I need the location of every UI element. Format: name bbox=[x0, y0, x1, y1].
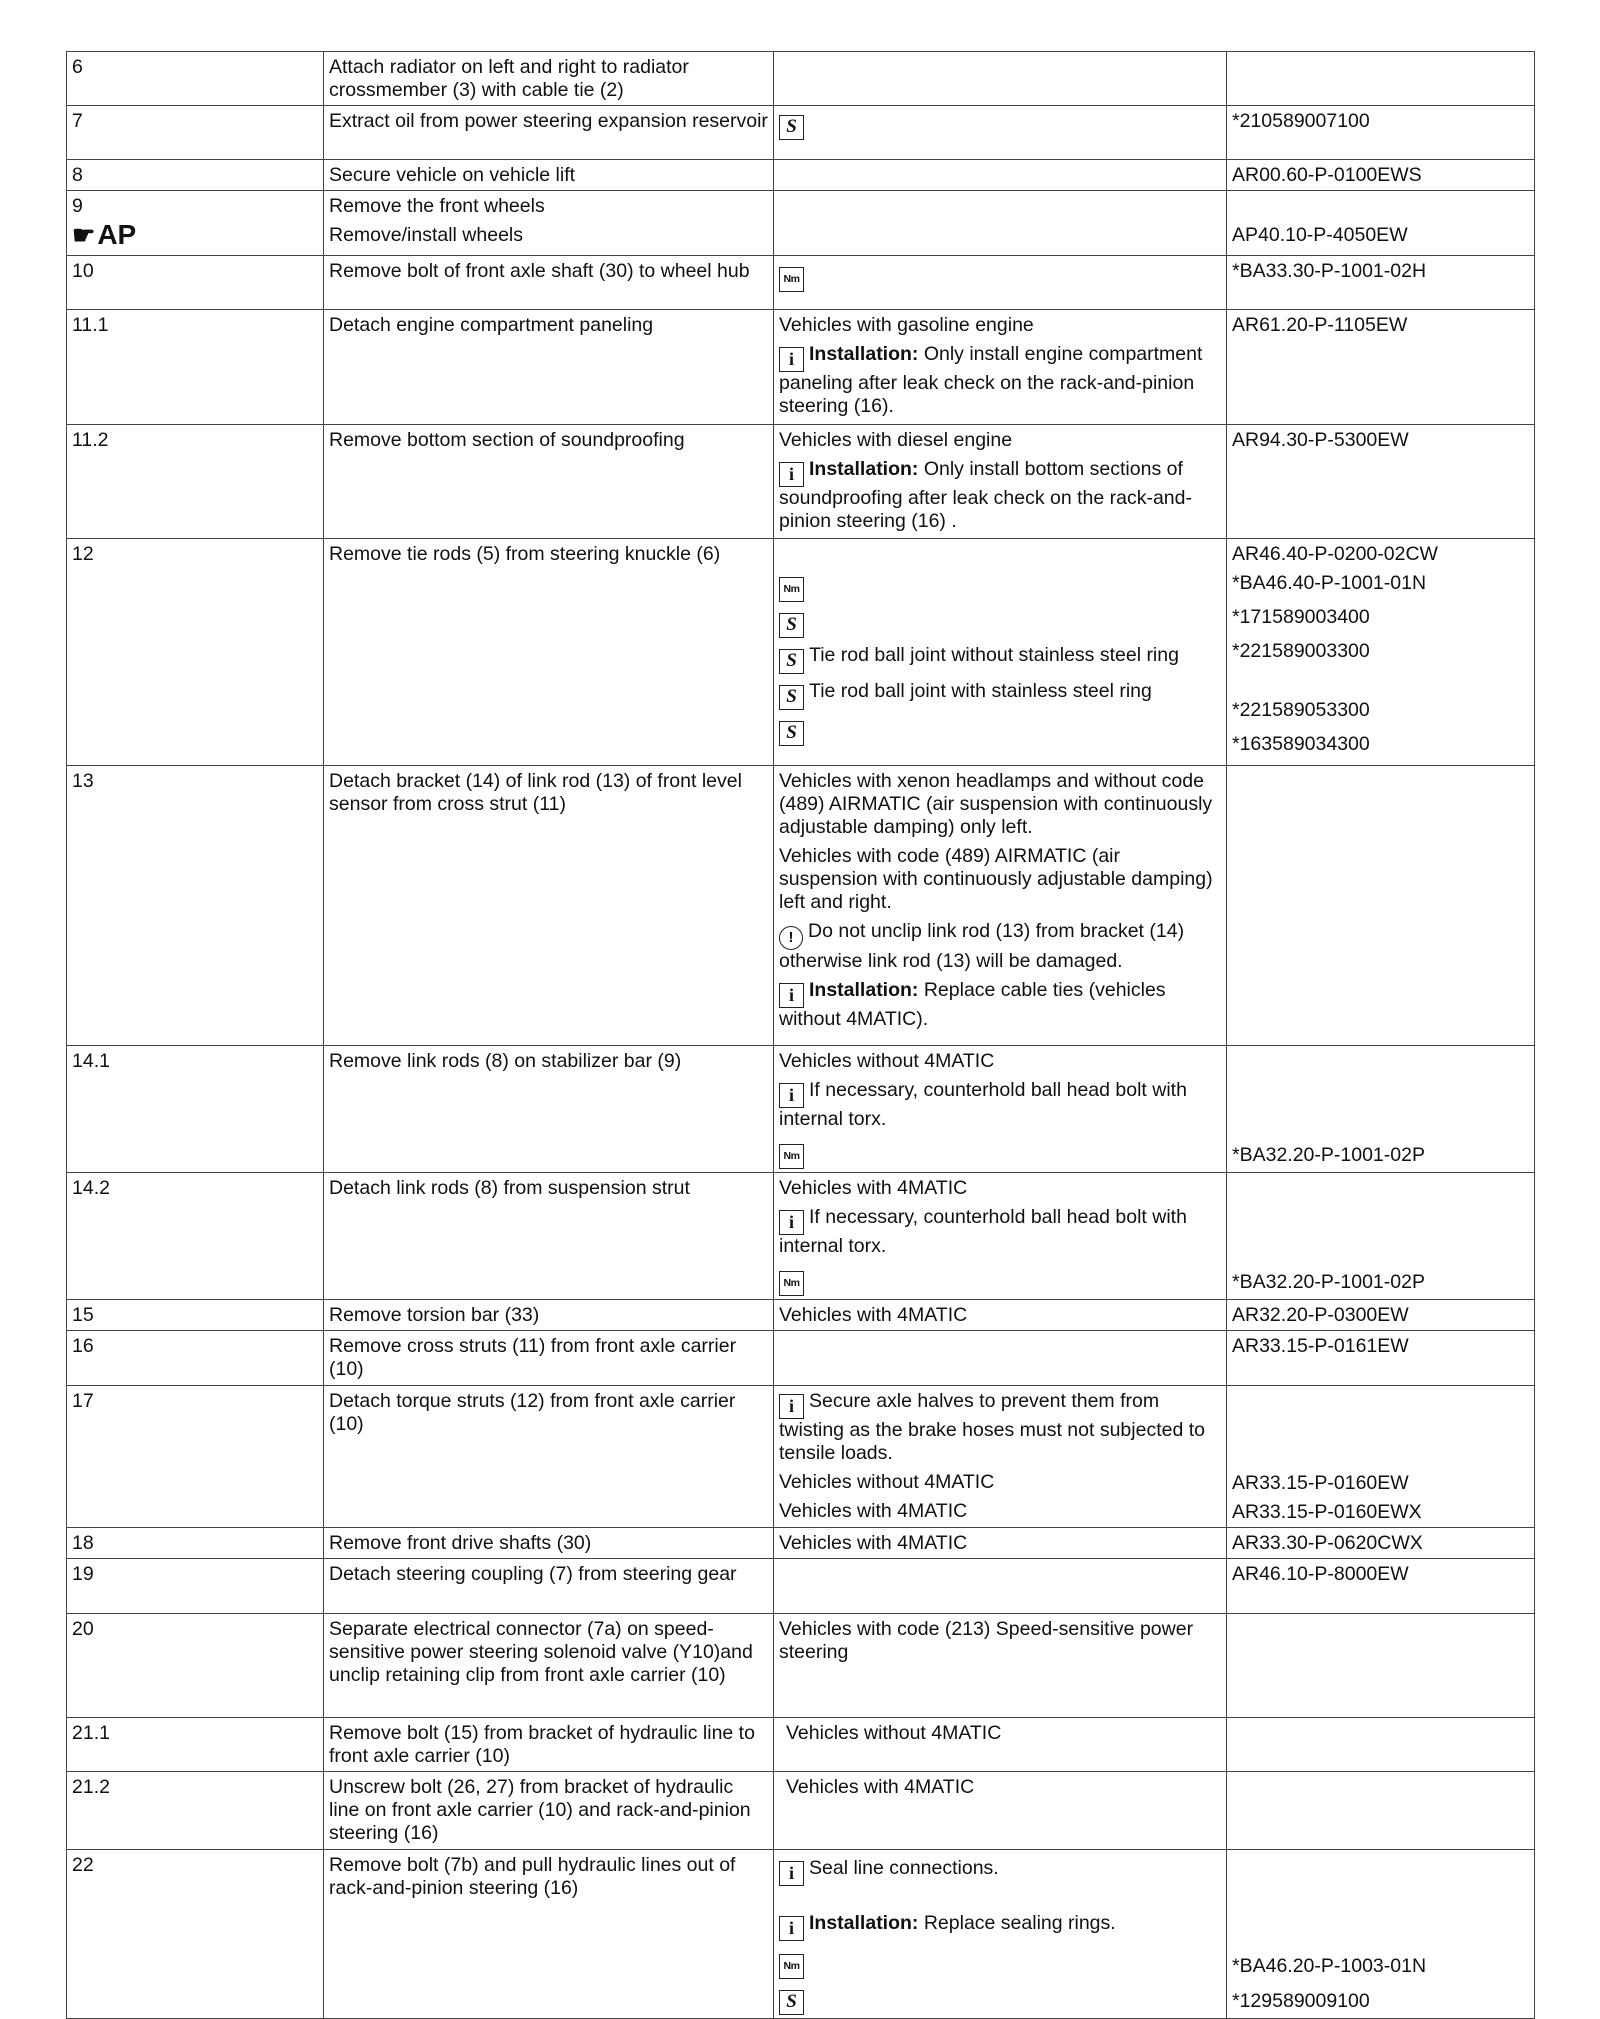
step-action: Extract oil from power steering expansion reservoir bbox=[324, 106, 774, 160]
step-reference bbox=[1227, 1614, 1535, 1718]
step-note bbox=[774, 1559, 1227, 1614]
step-action: Detach steering coupling (7) from steering gear bbox=[324, 1559, 774, 1614]
step-reference: *129589009100 bbox=[1232, 1990, 1370, 2012]
step-action: Remove torsion bar (33) bbox=[324, 1300, 774, 1331]
installation-label: Installation: bbox=[809, 1912, 919, 1934]
step-number: 6 bbox=[67, 52, 324, 106]
step-reference: AR32.20-P-0300EW bbox=[1227, 1300, 1535, 1331]
special-tool-icon: S bbox=[779, 115, 804, 140]
installation-text: Replace cable ties (vehicles without 4MATIC). bbox=[779, 979, 1166, 1030]
pointing-hand-icon: ☛ bbox=[72, 220, 96, 250]
step-note bbox=[774, 256, 1227, 310]
table-row bbox=[67, 1173, 1535, 1300]
table-row bbox=[67, 1772, 1535, 1850]
step-note: S Tie rod ball joint with stainless steel ring bbox=[779, 680, 1222, 710]
step-number: 14.2 bbox=[67, 1173, 324, 1300]
step-note: Vehicles with 4MATIC bbox=[774, 1300, 1227, 1331]
table-row bbox=[67, 1386, 1535, 1528]
step-number: 15 bbox=[67, 1300, 324, 1331]
step-action-cell bbox=[324, 191, 774, 256]
step-reference: AR46.10-P-8000EW bbox=[1227, 1559, 1535, 1614]
table-row bbox=[67, 1850, 1535, 2019]
step-number: 20 bbox=[67, 1614, 324, 1718]
table-row bbox=[67, 766, 1535, 1046]
installation-text: Replace sealing rings. bbox=[918, 1912, 1116, 1934]
installation-note bbox=[779, 979, 1222, 1031]
info-icon: i bbox=[779, 1916, 804, 1941]
step-note: Vehicles without 4MATIC bbox=[774, 1718, 1227, 1772]
step-note: Vehicles without 4MATIC bbox=[779, 1050, 995, 1072]
installation-label: Installation: bbox=[809, 458, 919, 480]
step-note: Vehicles with code (489) AIRMATIC (air suspension with continuously adjustable damping) left and right. bbox=[779, 845, 1213, 913]
step-note: Vehicles with code (213) Speed-sensitive power steering bbox=[774, 1614, 1227, 1718]
step-number: 7 bbox=[67, 106, 324, 160]
step-note-cell bbox=[774, 425, 1227, 539]
step-number: 21.2 bbox=[67, 1772, 324, 1850]
installation-text: Only install engine compartment paneling after leak check on the rack-and-pinion steering (16). bbox=[779, 343, 1203, 417]
step-reference: *171589003400 bbox=[1232, 606, 1370, 628]
step-action: Secure vehicle on vehicle lift bbox=[324, 160, 774, 191]
step-note-cell bbox=[774, 539, 1227, 766]
step-reference: *BA46.40-P-1001-01N bbox=[1232, 572, 1427, 594]
step-action: Detach link rods (8) from suspension strut bbox=[324, 1173, 774, 1300]
step-reference: *221589053300 bbox=[1232, 699, 1370, 721]
step-number: 16 bbox=[67, 1331, 324, 1386]
step-action: Remove link rods (8) on stabilizer bar (9) bbox=[324, 1046, 774, 1173]
table-row bbox=[67, 1331, 1535, 1386]
step-reference-cell bbox=[1227, 1046, 1535, 1173]
step-note-cell bbox=[774, 1386, 1227, 1528]
step-action: Unscrew bolt (26, 27) from bracket of hydraulic line on front axle carrier (10) and rack-and-pinion steering (16) bbox=[324, 1772, 774, 1850]
step-reference bbox=[1227, 1772, 1535, 1850]
step-number: 11.2 bbox=[67, 425, 324, 539]
table-row bbox=[67, 1300, 1535, 1331]
info-note: i Secure axle halves to prevent them from twisting as the brake hoses must not subjected to tensile loads. bbox=[779, 1390, 1205, 1464]
special-tool-icon: S bbox=[779, 649, 804, 674]
torque-icon: Nm bbox=[779, 1144, 804, 1169]
step-reference: AR00.60-P-0100EWS bbox=[1227, 160, 1535, 191]
step-note: Vehicles with gasoline engine bbox=[779, 314, 1034, 336]
table-row bbox=[67, 1046, 1535, 1173]
torque-icon: Nm bbox=[779, 267, 804, 292]
special-tool-icon: S bbox=[779, 613, 804, 638]
step-number-cell bbox=[67, 191, 324, 256]
step-reference: AR33.15-P-0160EWX bbox=[1232, 1501, 1422, 1523]
info-note: i If necessary, counterhold ball head bolt with internal torx. bbox=[779, 1206, 1187, 1257]
step-reference: AR33.15-P-0160EW bbox=[1232, 1472, 1409, 1494]
installation-note bbox=[779, 343, 1222, 418]
step-action: Remove bolt (7b) and pull hydraulic lines out of rack-and-pinion steering (16) bbox=[324, 1850, 774, 2019]
step-note-cell bbox=[774, 1173, 1227, 1300]
table-row bbox=[67, 1528, 1535, 1559]
step-reference-cell bbox=[1227, 539, 1535, 766]
step-action: Attach radiator on left and right to radiator crossmember (3) with cable tie (2) bbox=[324, 52, 774, 106]
step-note: Vehicles with 4MATIC bbox=[774, 1772, 1227, 1850]
step-reference-cell bbox=[1227, 1850, 1535, 2019]
step-reference bbox=[1227, 766, 1535, 1046]
step-action: Remove bolt of front axle shaft (30) to wheel hub bbox=[324, 256, 774, 310]
torque-icon: Nm bbox=[779, 1271, 804, 1296]
torque-icon: Nm bbox=[779, 577, 804, 602]
info-icon: i bbox=[779, 1083, 804, 1108]
step-note-cell bbox=[774, 766, 1227, 1046]
ap-badge-label: AP bbox=[97, 219, 137, 250]
step-number: 21.1 bbox=[67, 1718, 324, 1772]
step-action: Separate electrical connector (7a) on speed-sensitive power steering solenoid valve (Y10)and unclip retaining clip from front axle carrier (10) bbox=[324, 1614, 774, 1718]
info-icon: i bbox=[779, 347, 804, 372]
step-reference bbox=[1227, 1718, 1535, 1772]
table-row bbox=[67, 106, 1535, 160]
step-note: Vehicles without 4MATIC bbox=[779, 1471, 995, 1493]
step-action: Remove tie rods (5) from steering knuckle (6) bbox=[324, 539, 774, 766]
step-note-cell bbox=[774, 310, 1227, 425]
step-note: Vehicles with 4MATIC bbox=[779, 1500, 968, 1522]
step-reference: AR61.20-P-1105EW bbox=[1227, 310, 1535, 425]
step-reference-cell bbox=[1227, 1173, 1535, 1300]
step-note-cell bbox=[774, 1850, 1227, 2019]
step-action: Detach bracket (14) of link rod (13) of front level sensor from cross strut (11) bbox=[324, 766, 774, 1046]
step-reference-cell bbox=[1227, 191, 1535, 256]
installation-label: Installation: bbox=[809, 979, 919, 1001]
step-reference: AR33.30-P-0620CWX bbox=[1227, 1528, 1535, 1559]
step-reference: AP40.10-P-4050EW bbox=[1232, 224, 1408, 246]
step-reference: AR33.15-P-0161EW bbox=[1227, 1331, 1535, 1386]
table-row bbox=[67, 539, 1535, 766]
info-icon: i bbox=[779, 983, 804, 1008]
step-note bbox=[774, 191, 1227, 256]
table-row bbox=[67, 1559, 1535, 1614]
table-row bbox=[67, 191, 1535, 256]
step-reference: AR94.30-P-5300EW bbox=[1227, 425, 1535, 539]
step-number: 8 bbox=[67, 160, 324, 191]
info-icon: i bbox=[779, 1861, 804, 1886]
step-note: Vehicles with 4MATIC bbox=[774, 1528, 1227, 1559]
step-note bbox=[774, 106, 1227, 160]
info-icon: i bbox=[779, 1210, 804, 1235]
info-icon: i bbox=[779, 462, 804, 487]
info-icon: i bbox=[779, 1394, 804, 1419]
step-number: 18 bbox=[67, 1528, 324, 1559]
step-number: 14.1 bbox=[67, 1046, 324, 1173]
table-row bbox=[67, 425, 1535, 539]
step-action: Detach torque struts (12) from front axle carrier (10) bbox=[324, 1386, 774, 1528]
step-note: Vehicles with xenon headlamps and without code (489) AIRMATIC (air suspension with continuously adjustable damping) only left. bbox=[779, 770, 1213, 838]
step-action: Detach engine compartment paneling bbox=[324, 310, 774, 425]
step-action: Remove cross struts (11) from front axle carrier (10) bbox=[324, 1331, 774, 1386]
step-number: 19 bbox=[67, 1559, 324, 1614]
warning-icon: ! bbox=[779, 926, 803, 950]
info-note: i Seal line connections. bbox=[779, 1857, 1222, 1886]
step-number: 13 bbox=[67, 766, 324, 1046]
table-row bbox=[67, 52, 1535, 106]
step-note: S Tie rod ball joint without stainless steel ring bbox=[779, 644, 1222, 674]
step-action-secondary: Remove/install wheels bbox=[329, 224, 524, 246]
installation-note bbox=[779, 1912, 1222, 1941]
step-reference: *221589003300 bbox=[1232, 640, 1370, 662]
table-row bbox=[67, 310, 1535, 425]
step-note: Vehicles with diesel engine bbox=[779, 429, 1013, 451]
special-tool-icon: S bbox=[779, 721, 804, 746]
ap-badge bbox=[72, 220, 136, 250]
installation-note bbox=[779, 458, 1222, 533]
table-row bbox=[67, 160, 1535, 191]
step-number: 11.1 bbox=[67, 310, 324, 425]
table-row bbox=[67, 256, 1535, 310]
step-note bbox=[774, 160, 1227, 191]
step-reference: *210589007100 bbox=[1227, 106, 1535, 160]
step-note: Vehicles with 4MATIC bbox=[779, 1177, 968, 1199]
step-reference: *BA32.20-P-1001-02P bbox=[1232, 1271, 1425, 1293]
step-action: Remove bottom section of soundproofing bbox=[324, 425, 774, 539]
table-row bbox=[67, 1614, 1535, 1718]
step-reference: *BA33.30-P-1001-02H bbox=[1227, 256, 1535, 310]
info-note: i If necessary, counterhold ball head bolt with internal torx. bbox=[779, 1079, 1187, 1130]
step-action: Remove bolt (15) from bracket of hydraulic line to front axle carrier (10) bbox=[324, 1718, 774, 1772]
table-row bbox=[67, 1718, 1535, 1772]
step-reference bbox=[1227, 52, 1535, 106]
step-note bbox=[774, 1331, 1227, 1386]
installation-label: Installation: bbox=[809, 343, 919, 365]
step-reference: *BA46.20-P-1003-01N bbox=[1232, 1955, 1427, 1977]
step-number: 9 bbox=[72, 195, 83, 217]
step-action: Remove the front wheels bbox=[329, 195, 545, 217]
step-number: 10 bbox=[67, 256, 324, 310]
step-reference: *BA32.20-P-1001-02P bbox=[1232, 1144, 1425, 1166]
special-tool-icon: S bbox=[779, 1990, 804, 2015]
step-reference-cell bbox=[1227, 1386, 1535, 1528]
step-action: Remove front drive shafts (30) bbox=[324, 1528, 774, 1559]
step-reference: AR46.40-P-0200-02CW bbox=[1232, 543, 1438, 565]
step-number: 17 bbox=[67, 1386, 324, 1528]
installation-text: Only install bottom sections of soundproofing after leak check on the rack-and-pinion steering (16) . bbox=[779, 458, 1192, 532]
step-note bbox=[774, 52, 1227, 106]
warning-note: ! Do not unclip link rod (13) from bracket (14) otherwise link rod (13) will be damaged. bbox=[779, 920, 1185, 972]
step-number: 22 bbox=[67, 1850, 324, 2019]
step-reference: *163589034300 bbox=[1232, 733, 1370, 755]
step-note-cell bbox=[774, 1046, 1227, 1173]
step-number: 12 bbox=[67, 539, 324, 766]
torque-icon: Nm bbox=[779, 1954, 804, 1979]
procedure-table bbox=[66, 51, 1535, 2019]
special-tool-icon: S bbox=[779, 685, 804, 710]
